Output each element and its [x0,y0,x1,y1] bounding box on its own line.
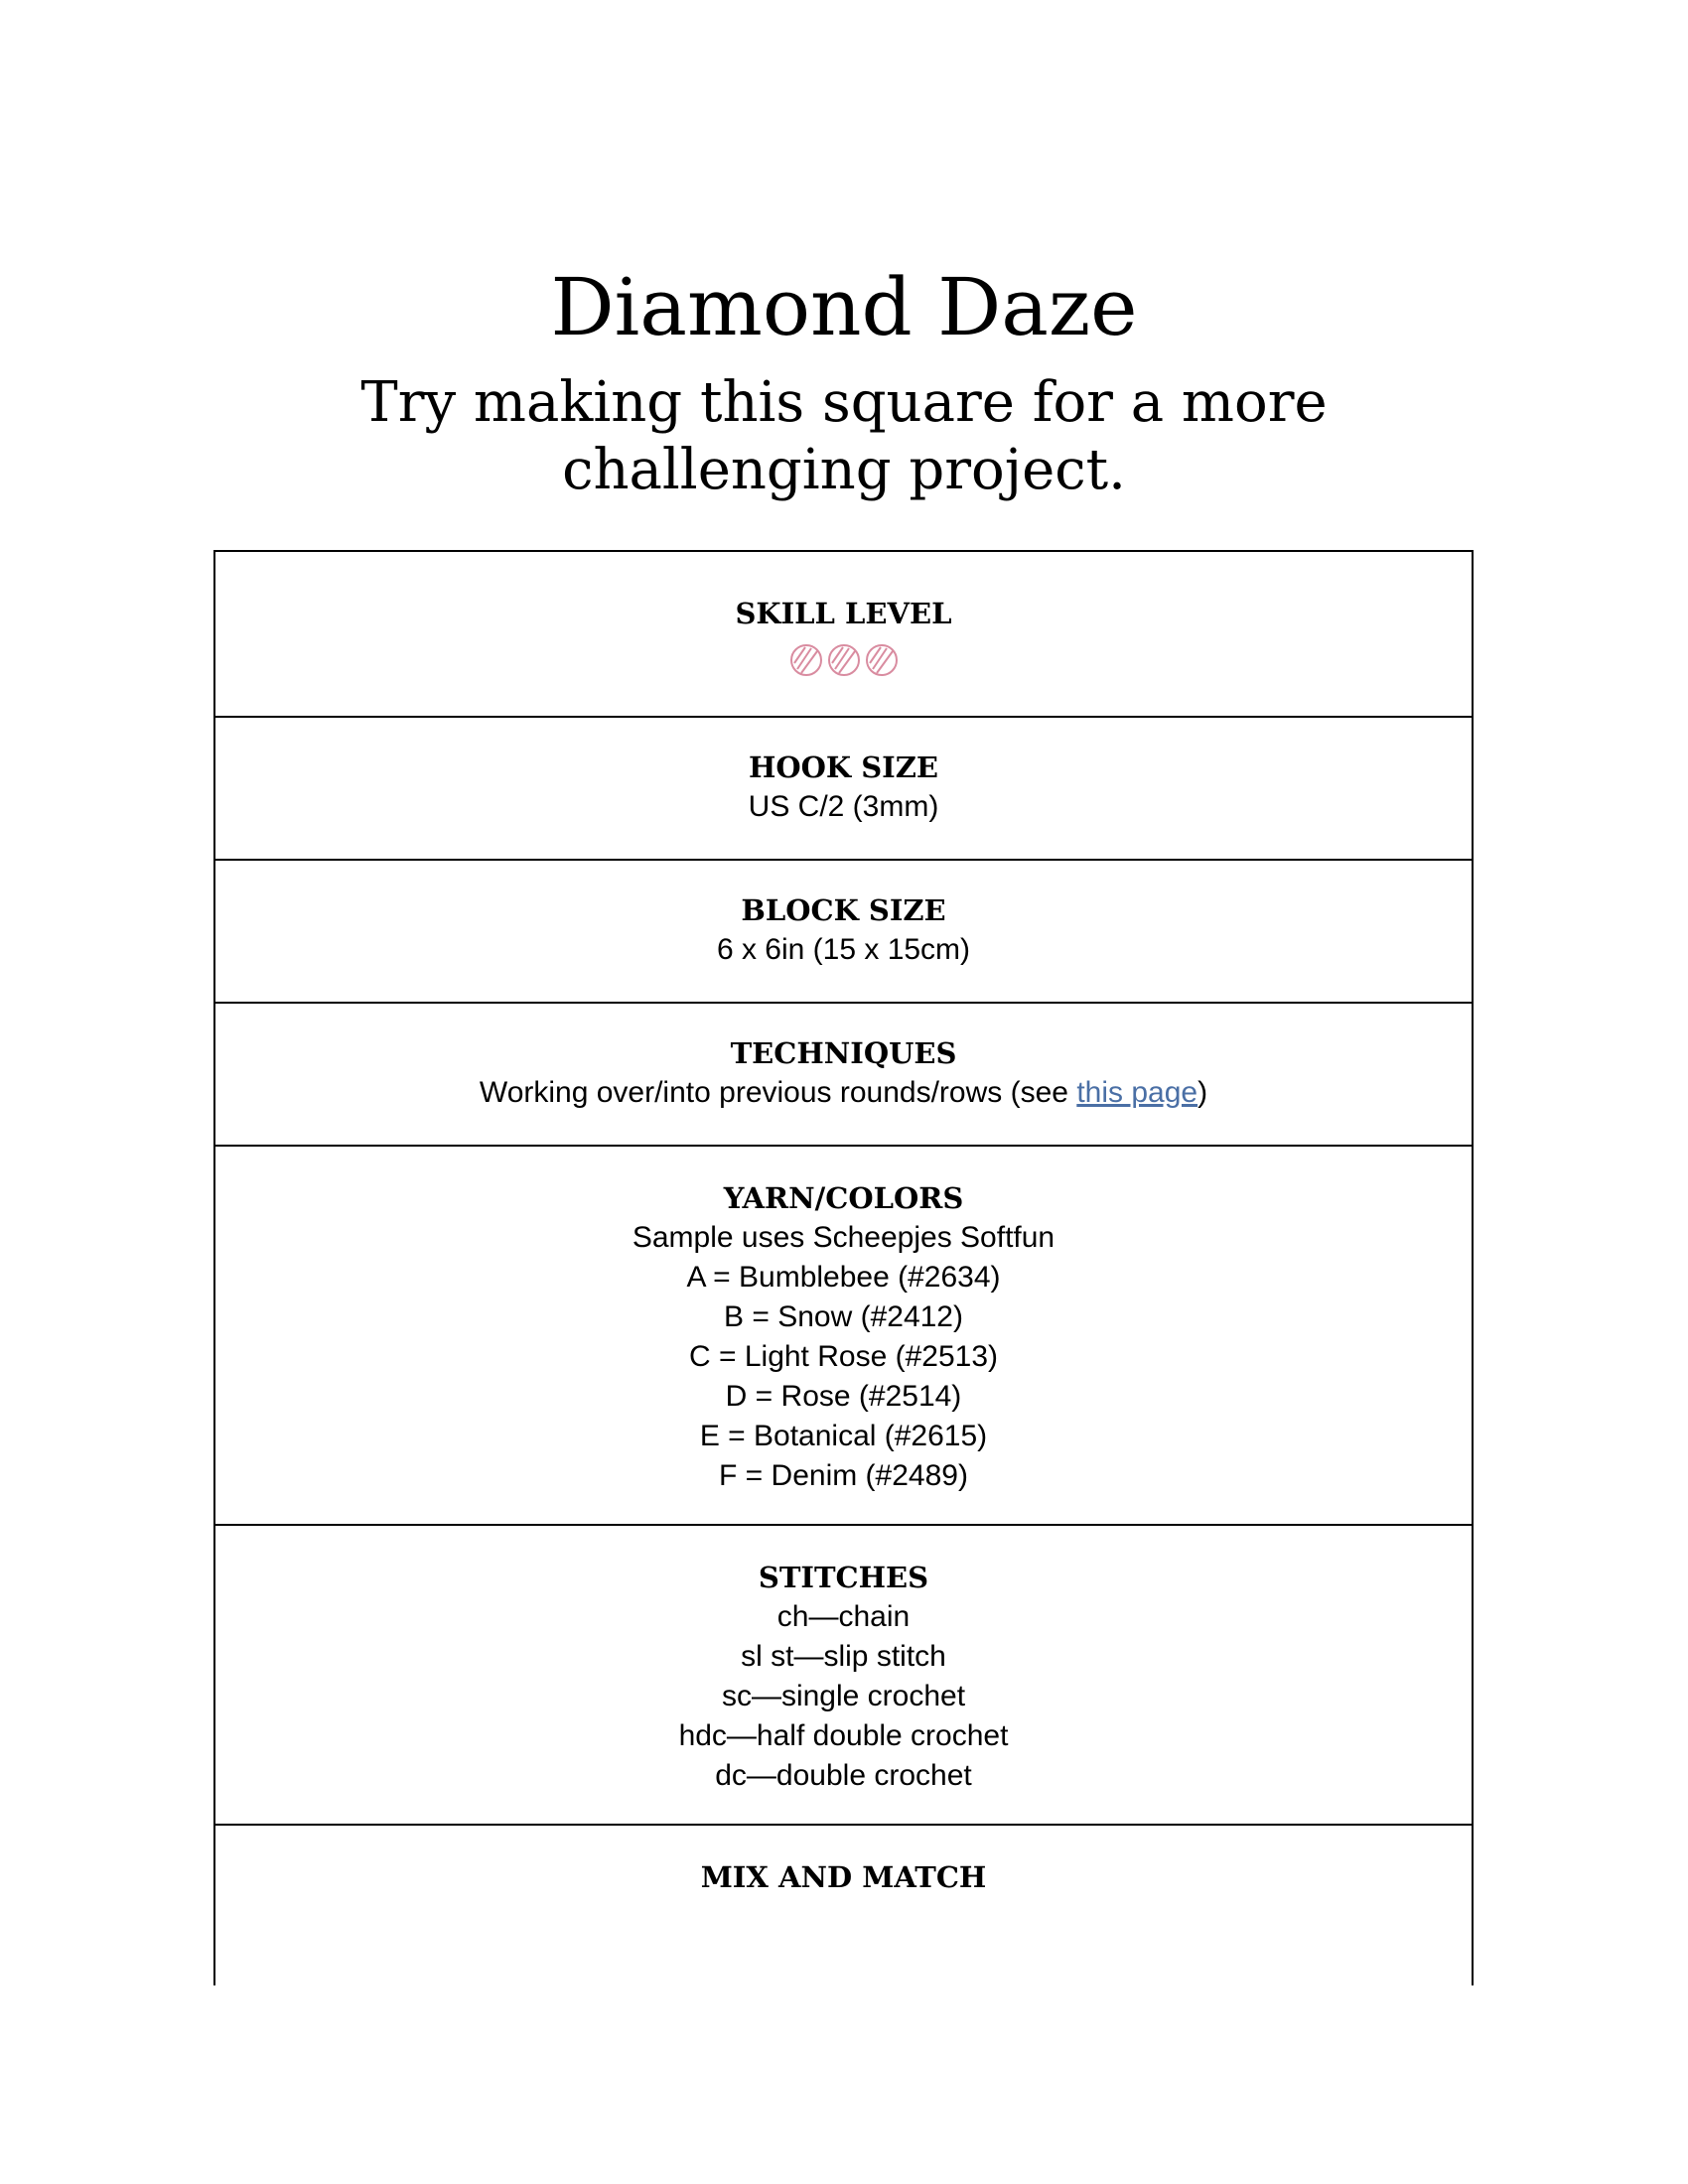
techniques-text-before: Working over/into previous rounds/rows (see [479,1076,1077,1109]
yarn-colors-section [215,1147,1472,1526]
skill-level-rating [215,643,1472,682]
yarn-colors-line: A = Bumblebee (#2634) [686,1261,1001,1294]
yarn-colors-line: F = Denim (#2489) [719,1459,968,1492]
yarn-colors-line: D = Rose (#2514) [725,1380,962,1413]
yarn-colors-line: Sample uses Scheepjes Softfun [632,1221,1055,1254]
hook-size-value: US C/2 (3mm) [748,790,939,823]
techniques-text-after: ) [1197,1076,1208,1109]
yarn-colors-line: C = Light Rose (#2513) [688,1340,998,1373]
yarn-ball-icon [827,643,861,682]
stitches-line: sc—single crochet [721,1680,966,1712]
stitches-line: dc—double crochet [715,1759,972,1792]
stitches-section [215,1526,1472,1826]
page-title: Diamond Daze [550,261,1138,353]
block-size-heading: BLOCK SIZE [741,893,946,927]
block-size-section [215,861,1472,1004]
mix-and-match-heading: MIX AND MATCH [700,1860,987,1894]
yarn-colors-heading: YARN/COLORS [723,1181,964,1215]
hook-size-heading: HOOK SIZE [748,751,938,784]
page-subtitle: Try making this square for a more challenging project. [360,370,1328,502]
yarn-colors-line: E = Botanical (#2615) [699,1420,988,1452]
mix-and-match-section [215,1826,1472,1987]
techniques-text [215,1073,1472,1113]
yarn-ball-icon [789,643,823,682]
skill-level-heading: SKILL LEVEL [735,597,952,630]
hook-size-section [215,718,1472,861]
stitches-heading: STITCHES [758,1561,929,1594]
block-size-value: 6 x 6in (15 x 15cm) [716,933,971,966]
yarn-colors-line: B = Snow (#2412) [724,1300,963,1333]
techniques-section [215,1004,1472,1147]
techniques-heading: TECHNIQUES [730,1036,957,1070]
pattern-info-table [213,550,1474,1985]
stitches-line: sl st—slip stitch [741,1640,946,1673]
stitches-line: ch—chain [776,1600,911,1633]
yarn-ball-icon [865,643,899,682]
skill-level-section [215,552,1472,718]
stitches-line: hdc—half double crochet [678,1719,1009,1752]
this-page-link[interactable]: this page [1076,1076,1198,1109]
